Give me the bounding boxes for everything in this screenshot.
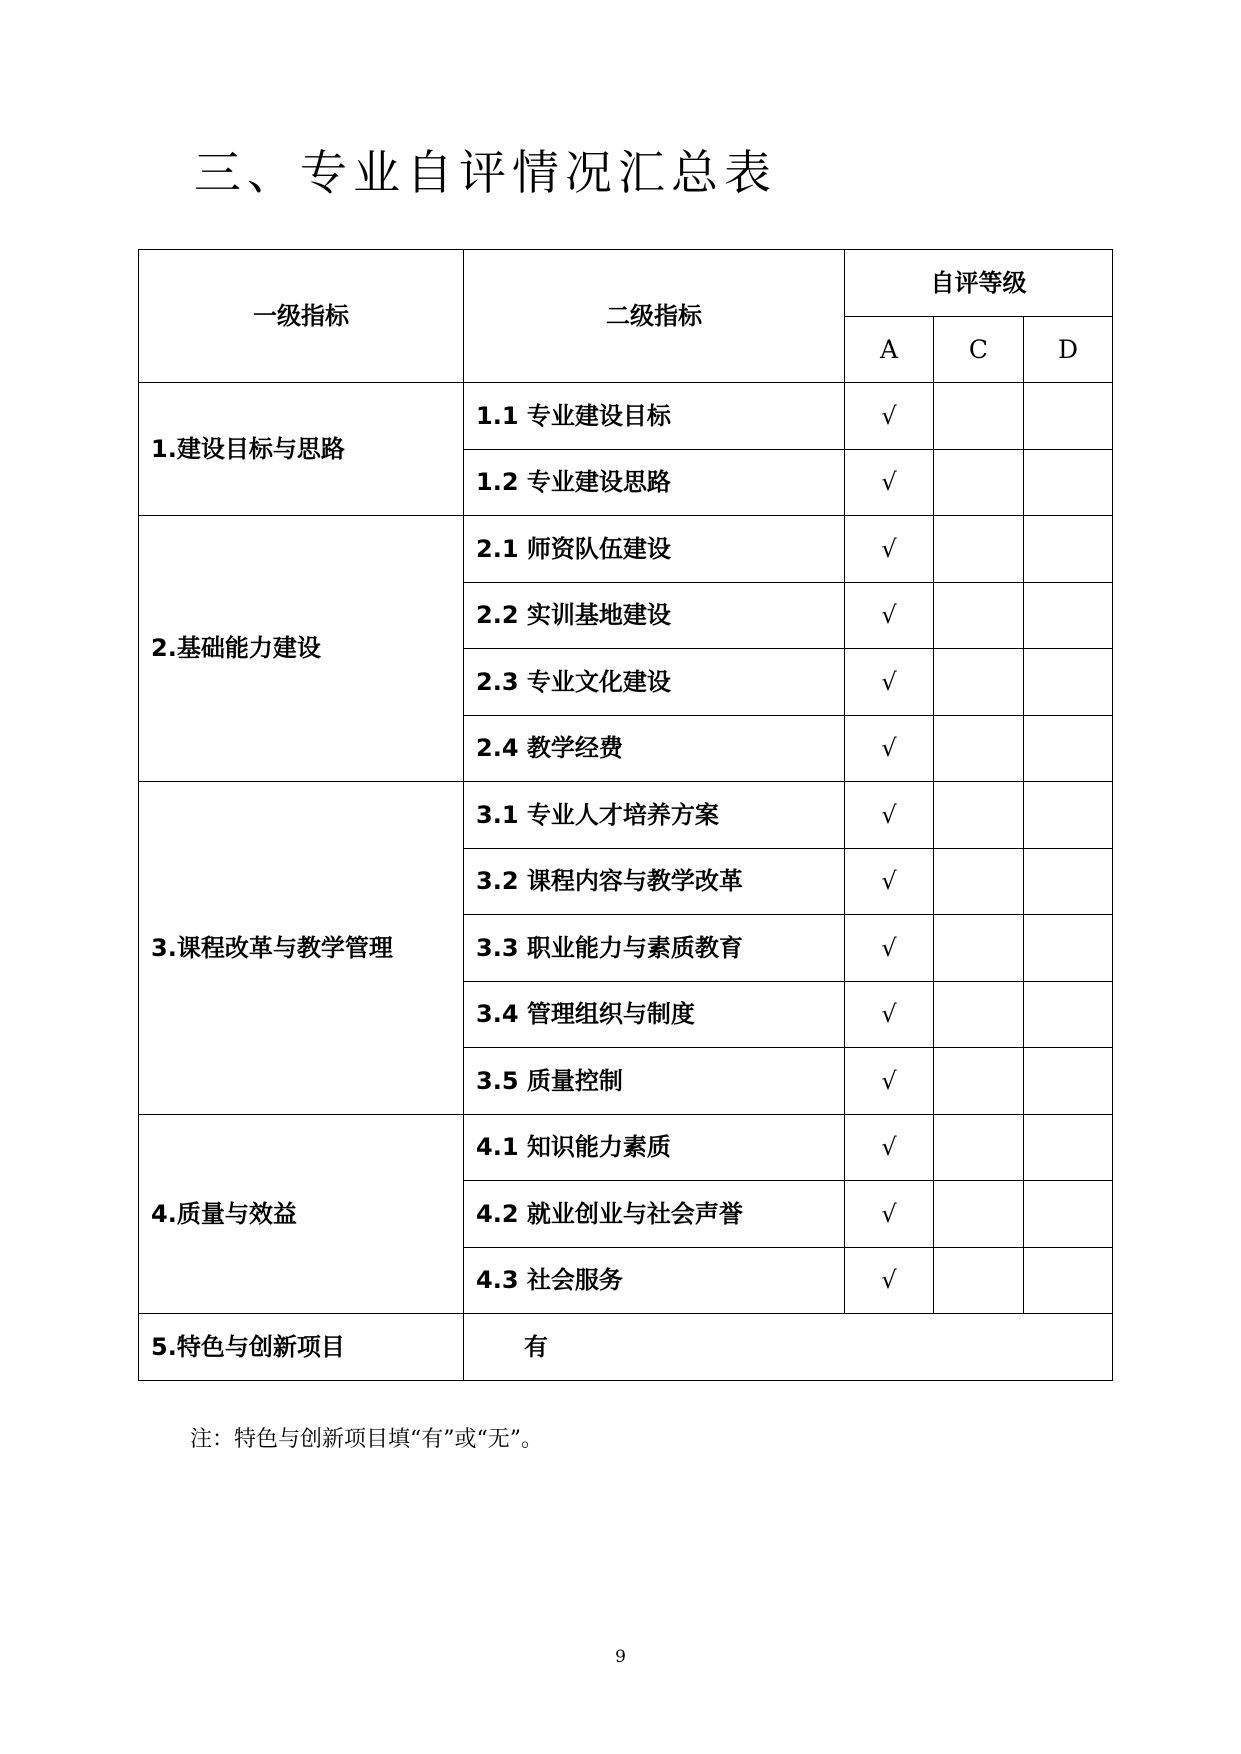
- grade-a-cell: √: [845, 915, 934, 982]
- grade-a-cell: √: [845, 1048, 934, 1115]
- grade-d-cell: [1024, 782, 1113, 849]
- table-row: [139, 1114, 1113, 1181]
- level2-indicator: 2.3 专业文化建设: [464, 649, 845, 716]
- grade-c-cell: [934, 516, 1024, 583]
- grade-c-cell: [934, 383, 1024, 450]
- page-title: 三、专业自评情况汇总表: [194, 146, 777, 201]
- level2-indicator: 3.2 课程内容与教学改革: [464, 848, 845, 915]
- grade-a-cell: √: [845, 848, 934, 915]
- grade-c-cell: [934, 715, 1024, 782]
- grade-d-cell: [1024, 915, 1113, 982]
- level2-indicator: 4.2 就业创业与社会声誉: [464, 1181, 845, 1248]
- grade-a-cell: √: [845, 649, 934, 716]
- table-row: [139, 782, 1113, 849]
- grade-a-cell: √: [845, 782, 934, 849]
- header-row: [139, 250, 1113, 317]
- table-row: [139, 383, 1113, 450]
- header-grade: 自评等级: [845, 250, 1113, 317]
- table-row: [139, 516, 1113, 583]
- grade-c-cell: [934, 1181, 1024, 1248]
- grade-a-cell: √: [845, 1114, 934, 1181]
- grade-c-cell: [934, 449, 1024, 516]
- grade-a-cell: √: [845, 383, 934, 450]
- level2-indicator: 4.3 社会服务: [464, 1247, 845, 1314]
- feature-row: [139, 1314, 1113, 1381]
- grade-a-cell: √: [845, 449, 934, 516]
- grade-d-cell: [1024, 649, 1113, 716]
- level2-indicator: 3.4 管理组织与制度: [464, 981, 845, 1048]
- header-grade-c: C: [934, 316, 1024, 383]
- grade-d-cell: [1024, 848, 1113, 915]
- grade-a-cell: √: [845, 715, 934, 782]
- level2-indicator: 3.1 专业人才培养方案: [464, 782, 845, 849]
- header-level1: 一级指标: [139, 250, 464, 383]
- level1-indicator: 3.课程改革与教学管理: [139, 782, 464, 1115]
- grade-a-cell: √: [845, 582, 934, 649]
- grade-c-cell: [934, 782, 1024, 849]
- grade-c-cell: [934, 981, 1024, 1048]
- header-level2: 二级指标: [464, 250, 845, 383]
- level2-indicator: 4.1 知识能力素质: [464, 1114, 845, 1181]
- grade-d-cell: [1024, 383, 1113, 450]
- grade-d-cell: [1024, 715, 1113, 782]
- grade-d-cell: [1024, 1181, 1113, 1248]
- grade-a-cell: √: [845, 1247, 934, 1314]
- level2-indicator: 2.4 教学经费: [464, 715, 845, 782]
- level2-indicator: 3.3 职业能力与素质教育: [464, 915, 845, 982]
- grade-d-cell: [1024, 516, 1113, 583]
- grade-c-cell: [934, 1048, 1024, 1115]
- feature-label: 5.特色与创新项目: [139, 1314, 464, 1381]
- level2-indicator: 2.2 实训基地建设: [464, 582, 845, 649]
- grade-c-cell: [934, 1114, 1024, 1181]
- header-grade-d: D: [1024, 316, 1113, 383]
- grade-c-cell: [934, 915, 1024, 982]
- level1-indicator: 2.基础能力建设: [139, 516, 464, 782]
- grade-d-cell: [1024, 981, 1113, 1048]
- footnote: 注：特色与创新项目填“有”或“无”。: [190, 1427, 543, 1452]
- grade-a-cell: √: [845, 1181, 934, 1248]
- grade-c-cell: [934, 582, 1024, 649]
- grade-a-cell: √: [845, 516, 934, 583]
- grade-d-cell: [1024, 582, 1113, 649]
- grade-c-cell: [934, 649, 1024, 716]
- page-number: 9: [615, 1647, 626, 1667]
- grade-c-cell: [934, 1247, 1024, 1314]
- self-evaluation-summary-table: [138, 249, 1113, 1381]
- grade-a-cell: √: [845, 981, 934, 1048]
- grade-d-cell: [1024, 1114, 1113, 1181]
- level1-indicator: 4.质量与效益: [139, 1114, 464, 1314]
- level2-indicator: 1.2 专业建设思路: [464, 449, 845, 516]
- level2-indicator: 2.1 师资队伍建设: [464, 516, 845, 583]
- header-grade-a: A: [845, 316, 934, 383]
- level1-indicator: 1.建设目标与思路: [139, 383, 464, 516]
- grade-c-cell: [934, 848, 1024, 915]
- feature-value: 有: [464, 1314, 1113, 1381]
- grade-d-cell: [1024, 1048, 1113, 1115]
- level2-indicator: 3.5 质量控制: [464, 1048, 845, 1115]
- grade-d-cell: [1024, 1247, 1113, 1314]
- level2-indicator: 1.1 专业建设目标: [464, 383, 845, 450]
- grade-d-cell: [1024, 449, 1113, 516]
